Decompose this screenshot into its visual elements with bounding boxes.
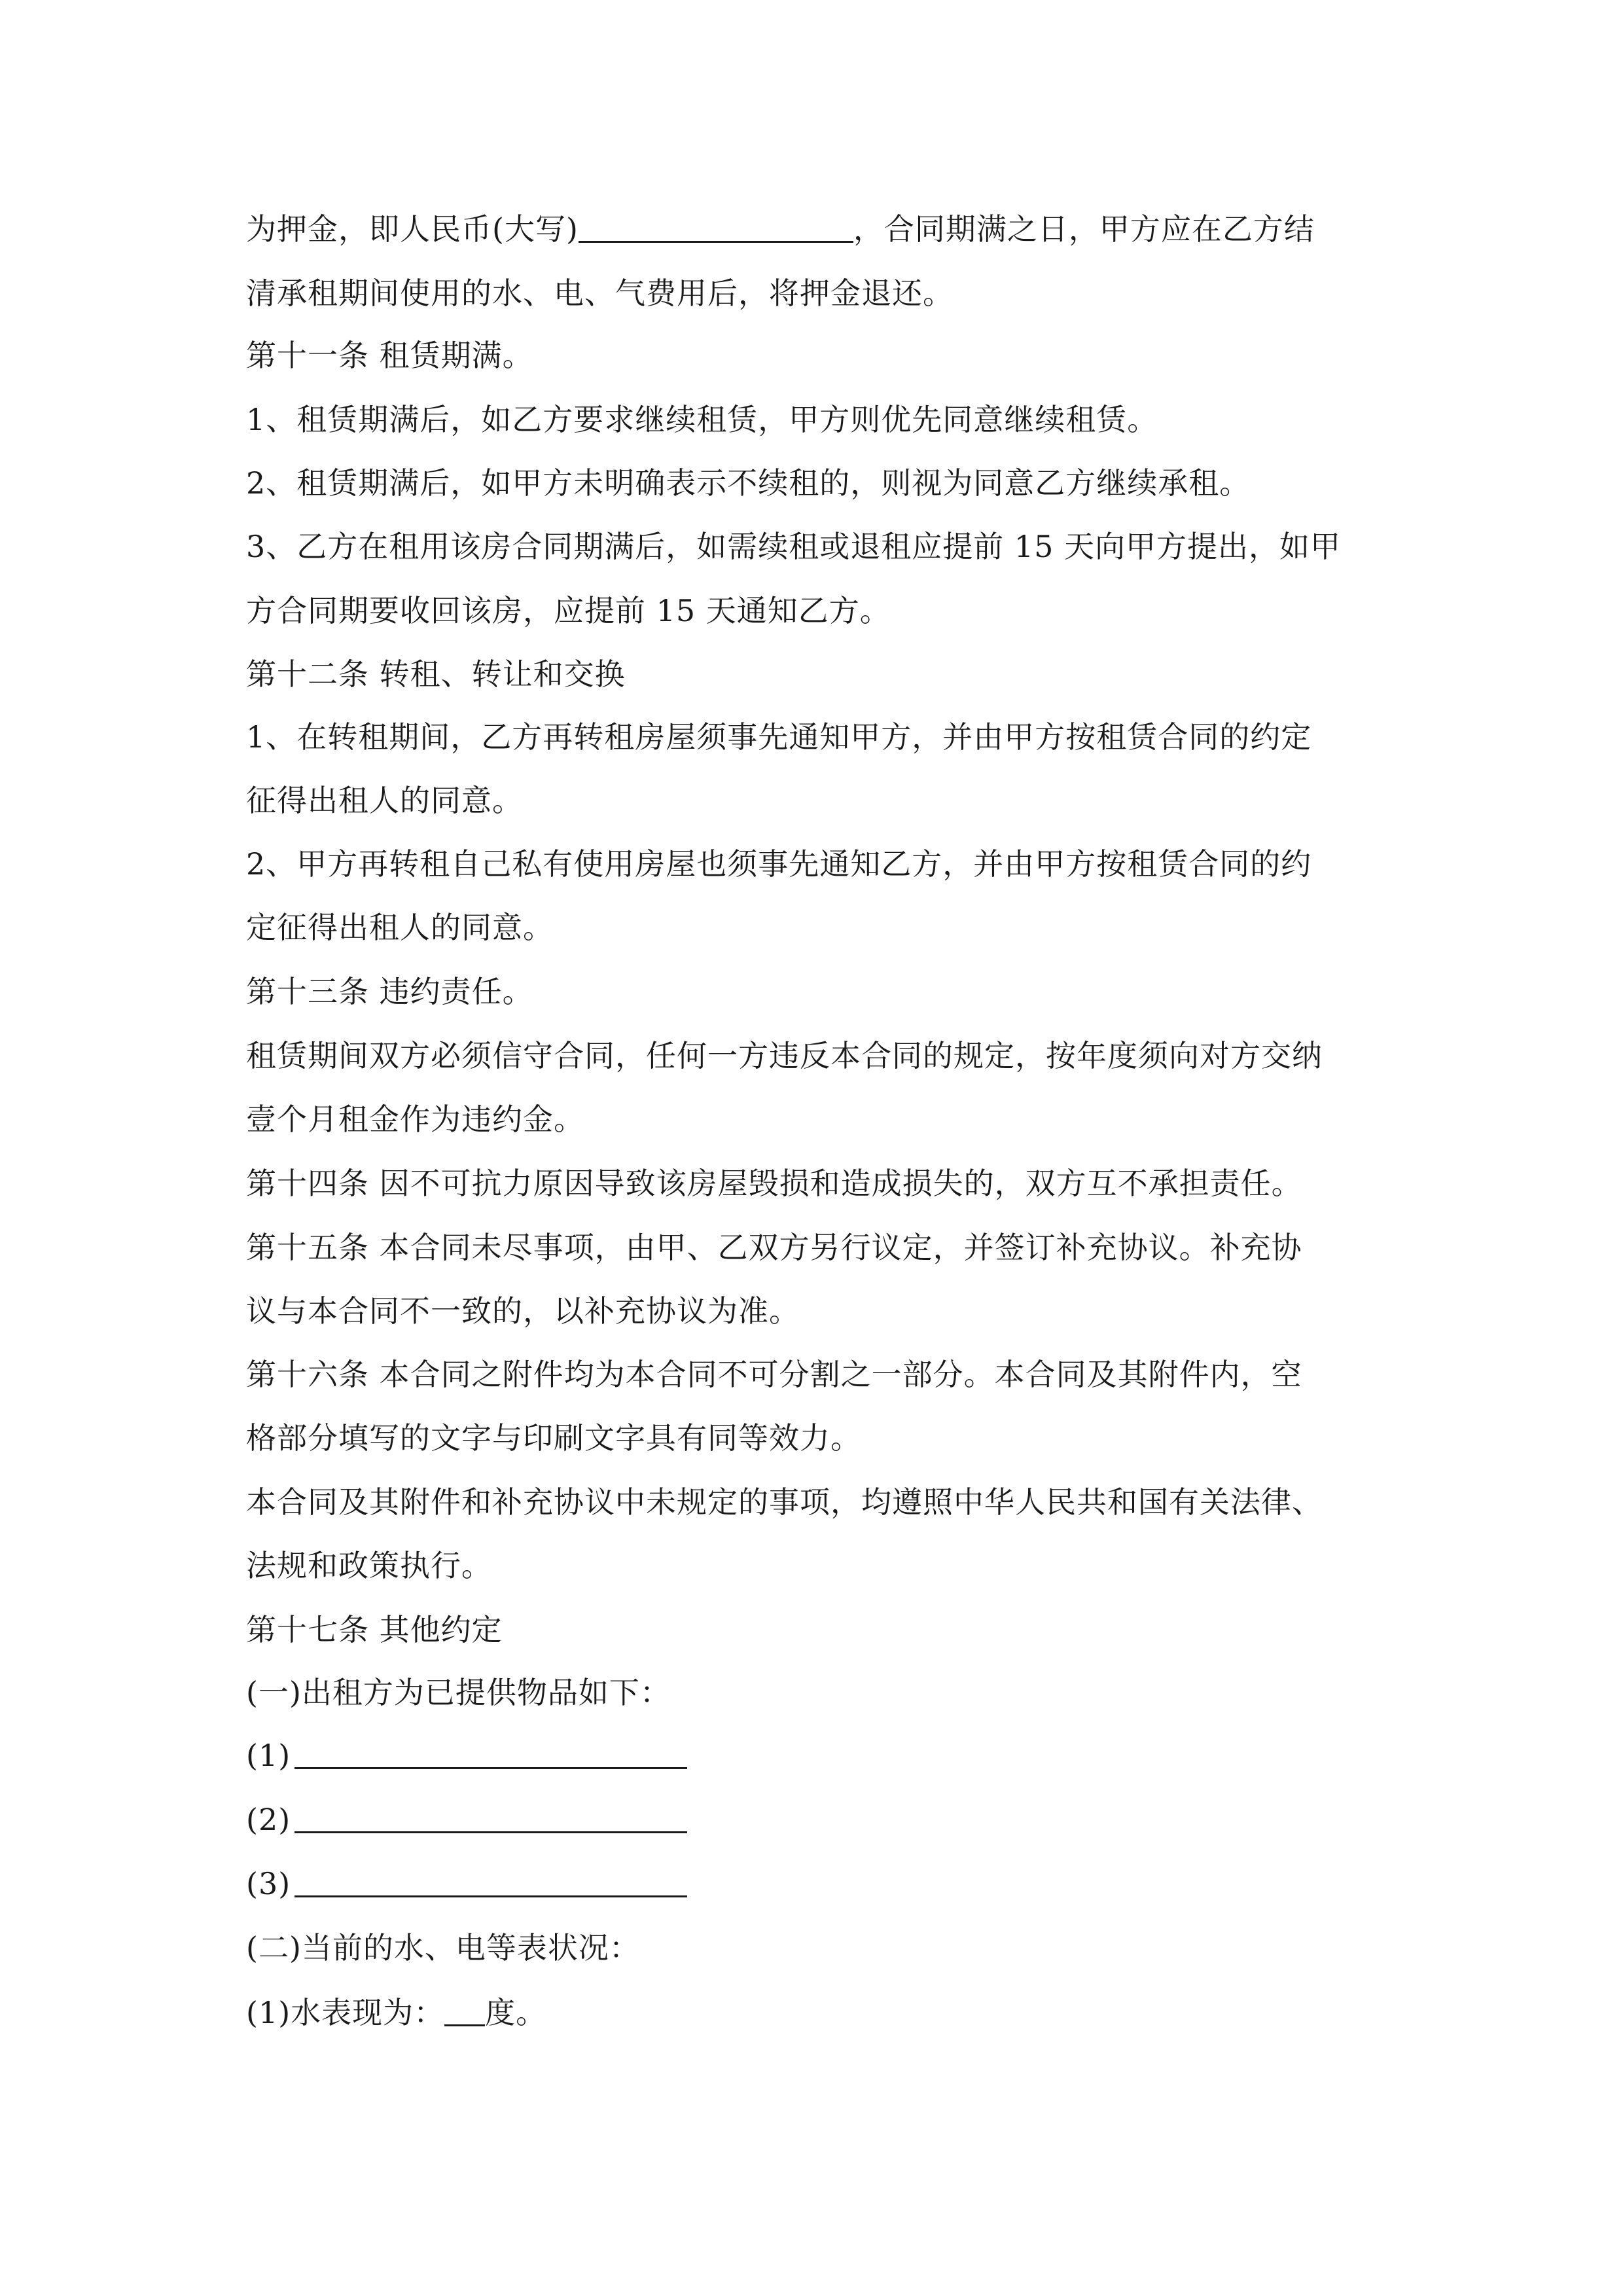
- article-12-item-2-cont: 定征得出租人的同意。: [246, 910, 554, 945]
- article-16: 第十六条 本合同之附件均为本合同不可分割之一部分。本合同及其附件内，空: [246, 1357, 1302, 1392]
- legal-compliance: 本合同及其附件和补充协议中未规定的事项，均遵照中华人民共和国有关法律、: [246, 1484, 1323, 1520]
- legal-compliance-cont: 法规和政策执行。: [246, 1548, 492, 1583]
- deposit-text-pre: 为押金，即人民币(大写): [246, 211, 579, 247]
- items-provided-heading: (一)出租方为已提供物品如下：: [246, 1675, 671, 1710]
- article-11-item-3: 3、乙方在租用该房合同期满后，如需续租或退租应提前 15 天向甲方提出，如甲: [246, 529, 1342, 564]
- article-16-cont: 格部分填写的文字与印刷文字具有同等效力。: [246, 1420, 861, 1456]
- item-2-blank[interactable]: [294, 1793, 687, 1833]
- article-13-heading: 第十三条 违约责任。: [246, 974, 533, 1009]
- article-11-item-1: 1、租赁期满后，如乙方要求继续租赁，甲方则优先同意继续租赁。: [246, 402, 1158, 437]
- article-11-item-2: 2、租赁期满后，如甲方未明确表示不续租的，则视为同意乙方继续承租。: [246, 465, 1251, 501]
- article-15-cont: 议与本合同不一致的，以补充协议为准。: [246, 1293, 800, 1329]
- deposit-return-line: 清承租期间使用的水、电、气费用后，将押金退还。: [246, 276, 954, 311]
- deposit-line: [246, 203, 1398, 255]
- article-11-heading: 第十一条 租赁期满。: [246, 338, 533, 373]
- item-3-blank[interactable]: [294, 1857, 687, 1897]
- deposit-amount-blank[interactable]: [579, 203, 853, 243]
- item-1-blank[interactable]: [294, 1729, 687, 1769]
- deposit-text-post: ，合同期满之日，甲方应在乙方结: [853, 211, 1315, 247]
- article-13-body-cont: 壹个月租金作为违约金。: [246, 1102, 584, 1137]
- meter-status-heading: (二)当前的水、电等表状况：: [246, 1930, 640, 1965]
- article-17-heading: 第十七条 其他约定: [246, 1612, 503, 1647]
- article-12-item-2: 2、甲方再转租自己私有使用房屋也须事先通知乙方，并由甲方按租赁合同的约: [246, 846, 1312, 882]
- item-3-line: [246, 1857, 1398, 1910]
- item-1-line: [246, 1729, 1398, 1782]
- article-12-item-1-cont: 征得出租人的同意。: [246, 783, 523, 818]
- item-2-line: [246, 1793, 1398, 1846]
- item-3-label: (3): [246, 1866, 291, 1901]
- article-11-item-3-cont: 方合同期要收回该房，应提前 15 天通知乙方。: [246, 593, 891, 628]
- item-1-label: (1): [246, 1738, 291, 1773]
- article-15: 第十五条 本合同未尽事项，由甲、乙双方另行议定，并签订补充协议。补充协: [246, 1230, 1302, 1265]
- article-12-item-1: 1、在转租期间，乙方再转租房屋须事先通知甲方，并由甲方按租赁合同的约定: [246, 719, 1312, 755]
- article-14: 第十四条 因不可抗力原因导致该房屋毁损和造成损失的，双方互不承担责任。: [246, 1166, 1302, 1201]
- water-meter-blank[interactable]: [444, 1986, 485, 2026]
- article-12-heading: 第十二条 转租、转让和交换: [246, 656, 626, 692]
- water-meter-line: [246, 1986, 1398, 2039]
- water-meter-unit: 度。: [485, 1995, 547, 2030]
- article-13-body: 租赁期间双方必须信守合同，任何一方违反本合同的规定，按年度须向对方交纳: [246, 1038, 1323, 1073]
- water-meter-label: (1)水表现为：: [246, 1995, 445, 2030]
- item-2-label: (2): [246, 1802, 291, 1837]
